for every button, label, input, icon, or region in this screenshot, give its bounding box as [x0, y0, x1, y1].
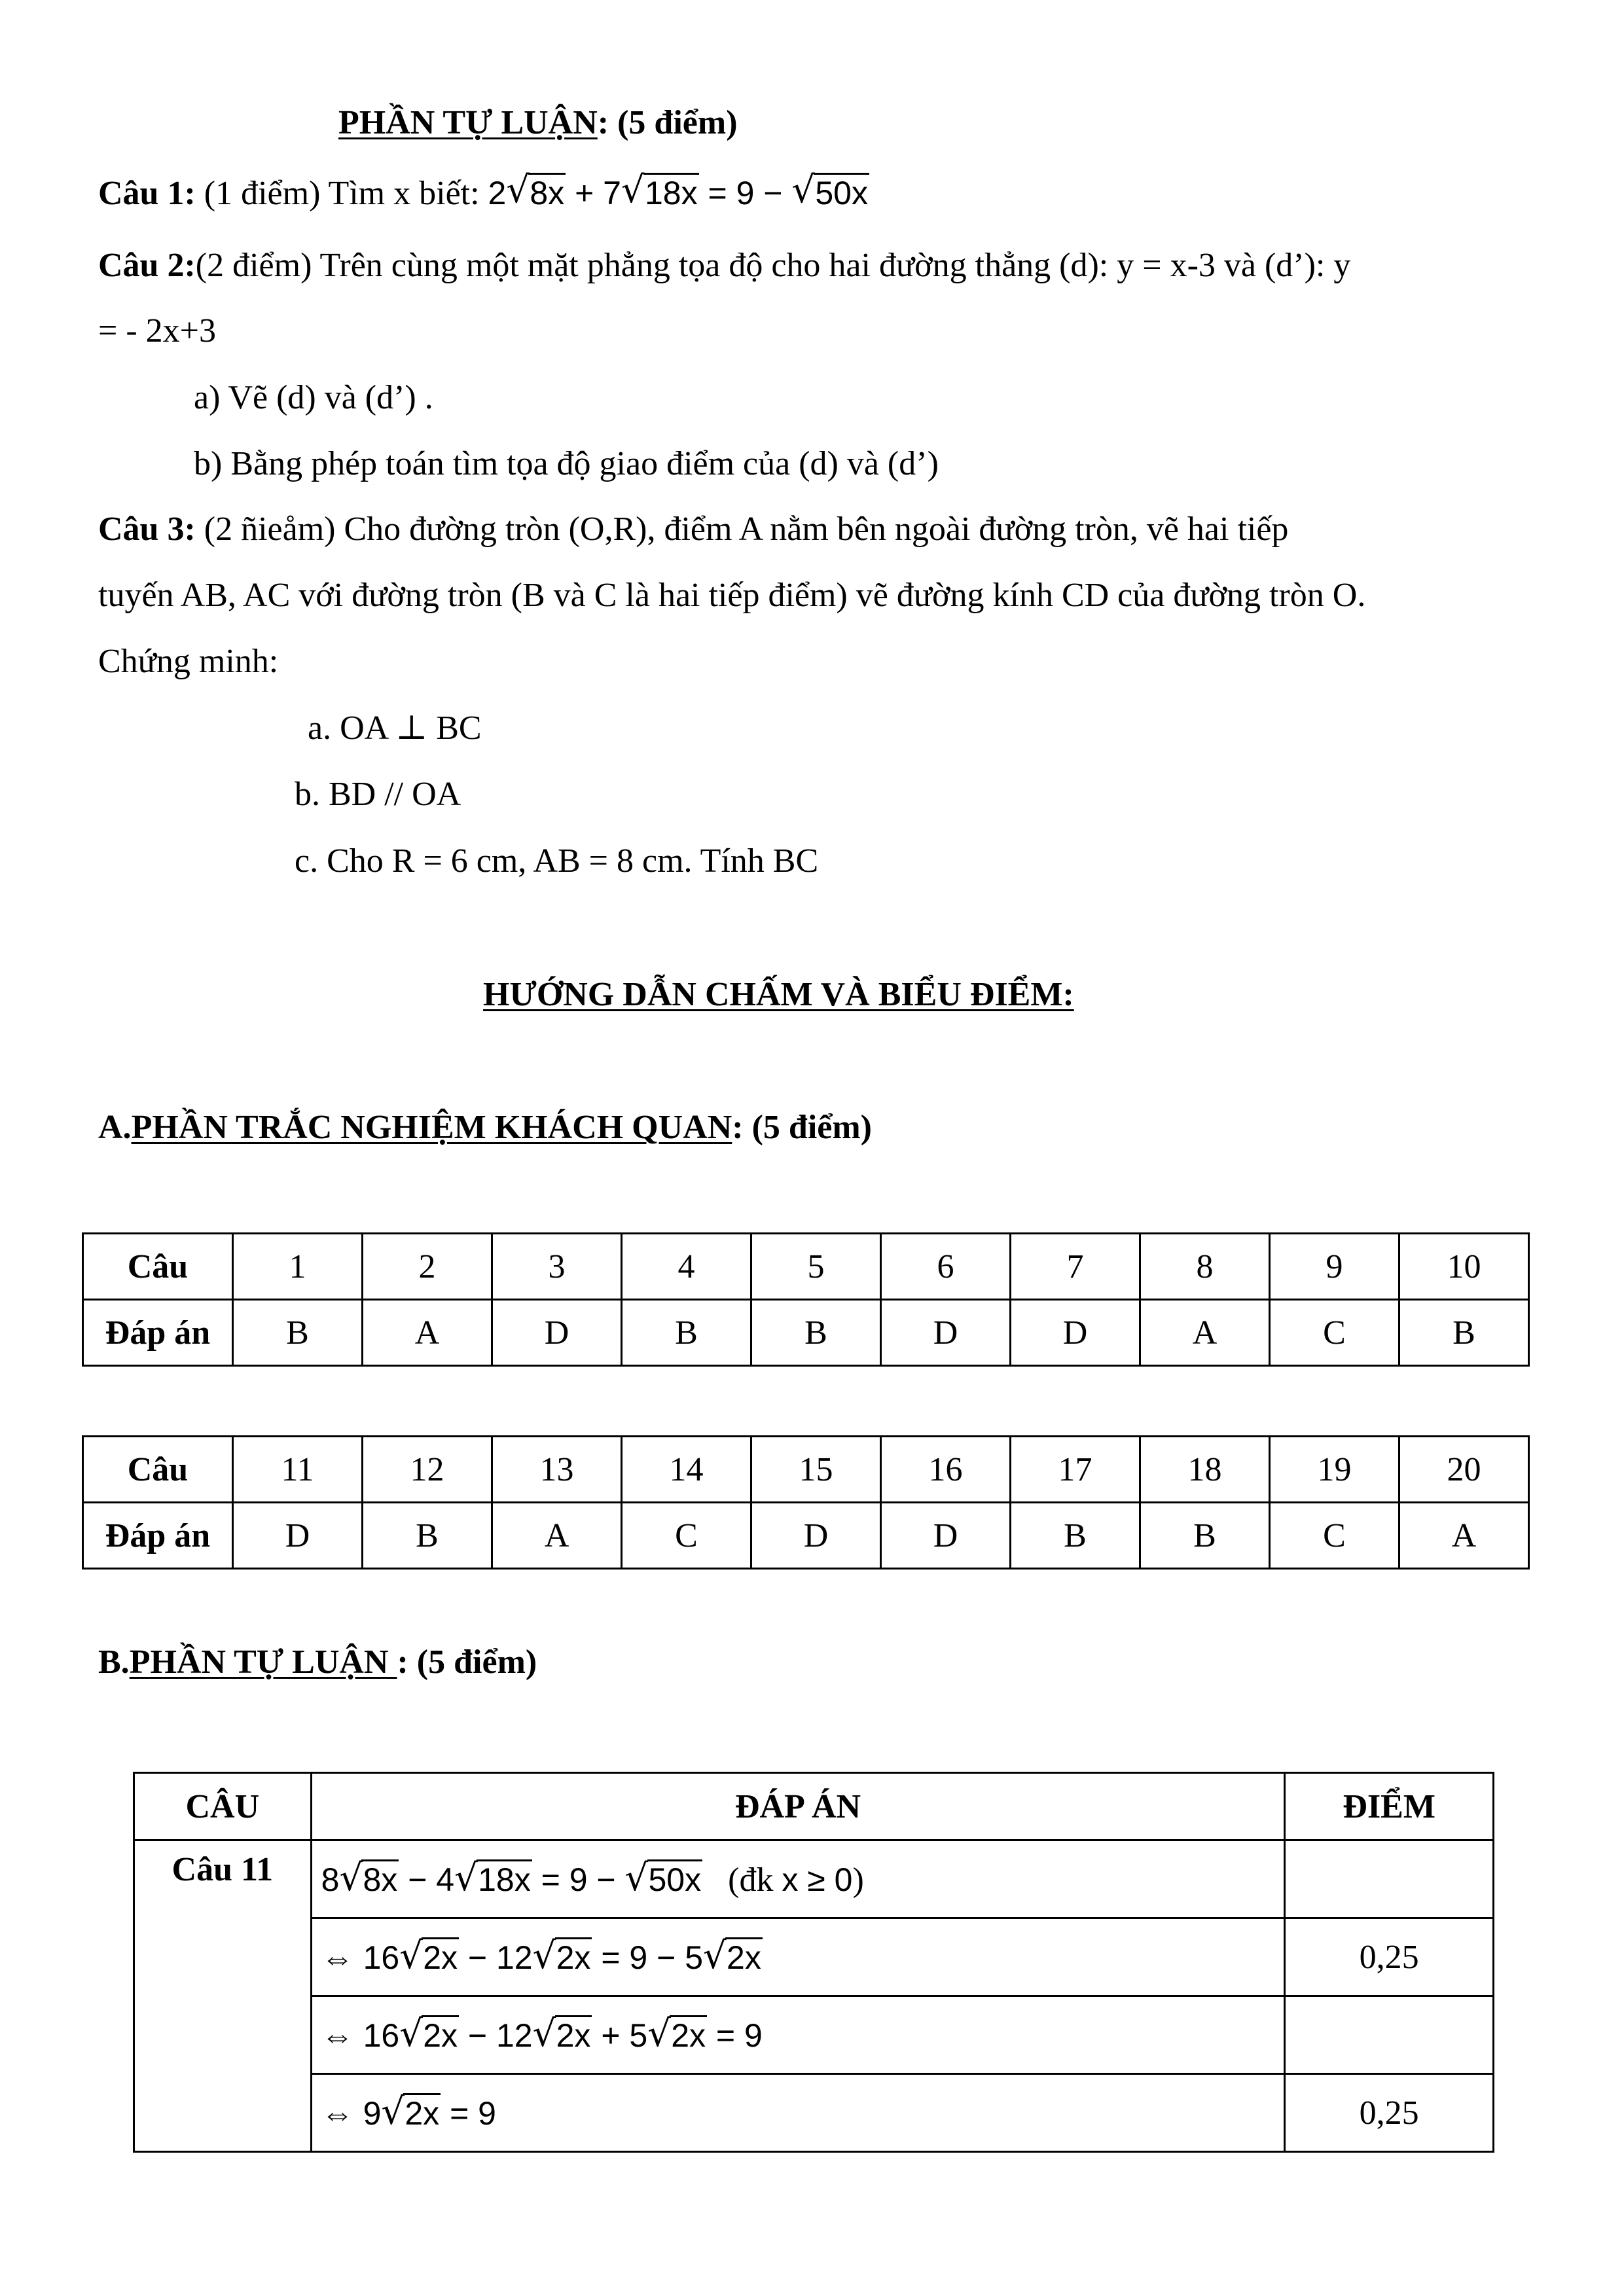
question-2b: b) Bằng phép toán tìm tọa độ giao điểm của (d) và (d’) [194, 445, 939, 482]
table-cell: 4 [622, 1234, 751, 1300]
table-cell: 17 [1011, 1437, 1140, 1503]
table-cell: 18 [1140, 1437, 1270, 1503]
question-3b: b. BD // OA [295, 776, 461, 813]
table-cell: B [233, 1300, 363, 1366]
table-cell: 9 [1270, 1234, 1399, 1300]
table-cell: 16 [881, 1437, 1011, 1503]
points-cell: 0,25 [1285, 2074, 1494, 2152]
question-label: Câu 11 [134, 1840, 312, 2152]
solution-step-3: ⇔ 16√ 2x − 12√ 2x + 5√ 2x = 9 [311, 1996, 1285, 2074]
table-cell: 2 [363, 1234, 492, 1300]
table-cell: D [1011, 1300, 1140, 1366]
question-3-line3: Chứng minh: [98, 643, 279, 680]
points-cell [1285, 1840, 1494, 1918]
table-row [134, 1773, 1494, 1840]
table-cell: D [881, 1300, 1011, 1366]
table-cell: 19 [1270, 1437, 1399, 1503]
table-cell: B [622, 1300, 751, 1366]
table-row [134, 1918, 1494, 1996]
table-cell: 6 [881, 1234, 1011, 1300]
solution-step-4: ⇔ 9√ 2x = 9 [311, 2074, 1285, 2152]
table-cell: A [492, 1503, 622, 1569]
table-row [83, 1234, 1529, 1300]
table-cell: C [1270, 1503, 1399, 1569]
table-cell: 1 [233, 1234, 363, 1300]
header-question: CÂU [134, 1773, 312, 1840]
table-cell: 10 [1399, 1234, 1529, 1300]
header-answer: ĐÁP ÁN [311, 1773, 1285, 1840]
section-a-heading: A.PHẦN TRẮC NGHIỆM KHÁCH QUAN: (5 điểm) [98, 1109, 872, 1146]
essay-heading: PHẦN TỰ LUẬN: (5 điểm) [338, 104, 738, 141]
points-cell: 0,25 [1285, 1918, 1494, 1996]
table-cell: B [363, 1503, 492, 1569]
table-cell: 14 [622, 1437, 751, 1503]
table-cell: 7 [1011, 1234, 1140, 1300]
question-3a: a. OA ⊥ BC [308, 709, 482, 747]
table-cell: B [1140, 1503, 1270, 1569]
solution-table [133, 1772, 1494, 2153]
table-cell: D [233, 1503, 363, 1569]
header-points: ĐIỂM [1285, 1773, 1494, 1840]
table-cell: C [1270, 1300, 1399, 1366]
table-cell: 3 [492, 1234, 622, 1300]
table-cell: D [751, 1503, 881, 1569]
table-cell: A [1140, 1300, 1270, 1366]
table-cell: A [1399, 1503, 1529, 1569]
table-cell: 11 [233, 1437, 363, 1503]
table-cell: 8 [1140, 1234, 1270, 1300]
table-cell: D [492, 1300, 622, 1366]
table-cell: 13 [492, 1437, 622, 1503]
answer-table-1 [82, 1232, 1530, 1367]
row-header-answer: Đáp án [83, 1503, 233, 1569]
table-cell: 15 [751, 1437, 881, 1503]
question-2-cont: = - 2x+3 [98, 312, 216, 350]
table-cell: 5 [751, 1234, 881, 1300]
table-cell: C [622, 1503, 751, 1569]
table-cell: D [881, 1503, 1011, 1569]
question-3c: c. Cho R = 6 cm, AB = 8 cm. Tính BC [295, 842, 819, 880]
guide-title: HƯỚNG DẪN CHẤM VÀ BIỂU ĐIỂM: [483, 976, 1074, 1013]
table-cell: 12 [363, 1437, 492, 1503]
row-header-answer: Đáp án [83, 1300, 233, 1366]
solution-step-1: 8√ 8x − 4√ 18x = 9 − √ 50x (đk x ≥ 0) [311, 1840, 1285, 1918]
question-2a: a) Vẽ (d) và (d’) . [194, 379, 433, 416]
table-row [83, 1437, 1529, 1503]
row-header-question: Câu [83, 1234, 233, 1300]
table-row [134, 1840, 1494, 1918]
table-cell: B [1011, 1503, 1140, 1569]
table-cell: B [751, 1300, 881, 1366]
table-row [83, 1503, 1529, 1569]
points-cell [1285, 1996, 1494, 2074]
q1-equation: 2√ 8x + 7√ 18x = 9 − √ 50x [488, 175, 869, 211]
solution-step-2: ⇔ 16√ 2x − 12√ 2x = 9 − 5√ 2x [311, 1918, 1285, 1996]
question-2: Câu 2:(2 điểm) Trên cùng một mặt phẳng tọa độ cho hai đường thẳng (d): y = x-3 và (d’): y [98, 247, 1351, 284]
table-cell: 20 [1399, 1437, 1529, 1503]
question-3-line2: tuyến AB, AC với đường tròn (B và C là hai tiếp điểm) vẽ đường kính CD của đường tròn O. [98, 577, 1366, 614]
answer-table-2 [82, 1435, 1530, 1570]
table-cell: A [363, 1300, 492, 1366]
section-b-heading: B.PHẦN TỰ LUẬN : (5 điểm) [98, 1643, 537, 1681]
row-header-question: Câu [83, 1437, 233, 1503]
table-cell: B [1399, 1300, 1529, 1366]
table-row [134, 2074, 1494, 2152]
table-row [83, 1300, 1529, 1366]
question-1: Câu 1: (1 điểm) Tìm x biết: 2√ 8x + 7√ 18x = 9 − √ 50x [98, 171, 869, 215]
table-row [134, 1996, 1494, 2074]
question-3: Câu 3: (2 ñieåm) Cho đường tròn (O,R), điểm A nằm bên ngoài đường tròn, vẽ hai tiếp [98, 511, 1289, 548]
